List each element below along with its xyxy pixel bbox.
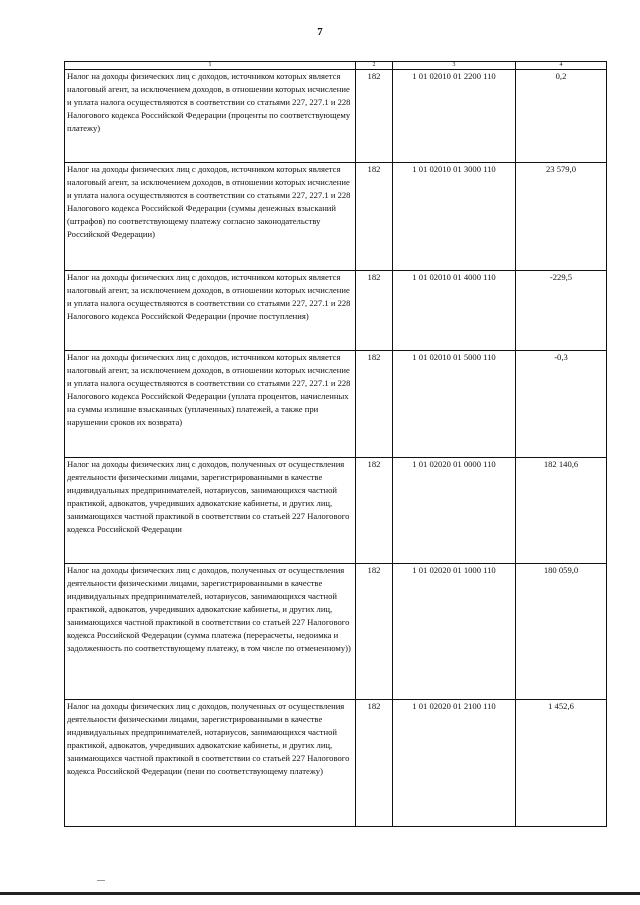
table-header-row — [65, 62, 607, 70]
row-kbk: 1 01 02010 01 3000 110 — [393, 163, 516, 271]
row-admin-code: 182 — [356, 163, 393, 271]
row-admin-code: 182 — [356, 700, 393, 827]
table-row — [65, 163, 607, 271]
table-row — [65, 271, 607, 351]
row-description: Налог на доходы физических лиц с доходов, полученных от осуществления деятельности физическими лицами, зарегистрированными в качестве индивидуальных предпринимателей, нотариусов, занимающихся частной практикой, адвокатов, учредивших адвокатские кабинеты, и других лиц, занимающихся частной практикой в соответствии со статьей 227 Налогового кодекса Российской Федерации (сумма платежа (перерасчеты, недоимка и задолженность по соответствующему платежу, в том числе по отмененному)) — [65, 564, 356, 700]
row-amount: -0,3 — [516, 351, 607, 458]
row-admin-code: 182 — [356, 351, 393, 458]
bottom-rule — [0, 892, 640, 895]
row-amount: 182 140,6 — [516, 458, 607, 564]
table-row — [65, 70, 607, 163]
row-kbk: 1 01 02010 01 2200 110 — [393, 70, 516, 163]
row-description: Налог на доходы физических лиц с доходов, источником которых является налоговый агент, за исключением доходов, в отношении которых исчисление и уплата налога осуществляются в соответствии со статьями 227, 227.1 и 228 Налогового кодекса Российской Федерации (проценты по соответствующему платежу) — [65, 70, 356, 163]
scan-mark — [97, 880, 105, 881]
revenue-table — [64, 61, 607, 827]
row-description: Налог на доходы физических лиц с доходов, полученных от осуществления деятельности физическими лицами, зарегистрированными в качестве индивидуальных предпринимателей, нотариусов, занимающихся частной практикой, адвокатов, учредивших адвокатские кабинеты, и других лиц, занимающихся частной практикой в соответствии со статьей 227 Налогового кодекса Российской Федерации — [65, 458, 356, 564]
column-header-admin-code: 2 — [356, 62, 393, 70]
column-header-amount: 4 — [516, 62, 607, 70]
column-header-description: 1 — [65, 62, 356, 70]
row-description: Налог на доходы физических лиц с доходов, источником которых является налоговый агент, за исключением доходов, в отношении которых исчисление и уплата налога осуществляются в соответствии со статьями 227, 227.1 и 228 Налогового кодекса Российской Федерации (прочие поступления) — [65, 271, 356, 351]
row-amount: 0,2 — [516, 70, 607, 163]
row-amount: 23 579,0 — [516, 163, 607, 271]
table-row — [65, 564, 607, 700]
row-kbk: 1 01 02020 01 0000 110 — [393, 458, 516, 564]
row-admin-code: 182 — [356, 271, 393, 351]
row-description: Налог на доходы физических лиц с доходов, источником которых является налоговый агент, за исключением доходов, в отношении которых исчисление и уплата налога осуществляются в соответствии со статьями 227, 227.1 и 228 Налогового кодекса Российской Федерации (суммы денежных взысканий (штрафов) по соответствующему платежу согласно законодательству Российской Федерации) — [65, 163, 356, 271]
row-admin-code: 182 — [356, 70, 393, 163]
page-number: 7 — [317, 26, 323, 38]
table-row — [65, 700, 607, 827]
row-amount: 180 059,0 — [516, 564, 607, 700]
row-kbk: 1 01 02020 01 1000 110 — [393, 564, 516, 700]
table-row — [65, 458, 607, 564]
row-description: Налог на доходы физических лиц с доходов, источником которых является налоговый агент, за исключением доходов, в отношении которых исчисление и уплата налога осуществляются в соответствии со статьями 227, 227.1 и 228 Налогового кодекса Российской Федерации (уплата процентов, начисленных на суммы излишне взысканных (уплаченных) платежей, а также при нарушении сроков их возврата) — [65, 351, 356, 458]
row-amount: 1 452,6 — [516, 700, 607, 827]
row-kbk: 1 01 02010 01 5000 110 — [393, 351, 516, 458]
row-admin-code: 182 — [356, 458, 393, 564]
table-row — [65, 351, 607, 458]
row-description: Налог на доходы физических лиц с доходов, полученных от осуществления деятельности физическими лицами, зарегистрированными в качестве индивидуальных предпринимателей, нотариусов, занимающихся частной практикой, адвокатов, учредивших адвокатские кабинеты, и других лиц, занимающихся частной практикой в соответствии со статьей 227 Налогового кодекса Российской Федерации (пени по соответствующему платежу) — [65, 700, 356, 827]
column-header-kbk: 3 — [393, 62, 516, 70]
row-kbk: 1 01 02020 01 2100 110 — [393, 700, 516, 827]
row-admin-code: 182 — [356, 564, 393, 700]
row-kbk: 1 01 02010 01 4000 110 — [393, 271, 516, 351]
row-amount: -229,5 — [516, 271, 607, 351]
